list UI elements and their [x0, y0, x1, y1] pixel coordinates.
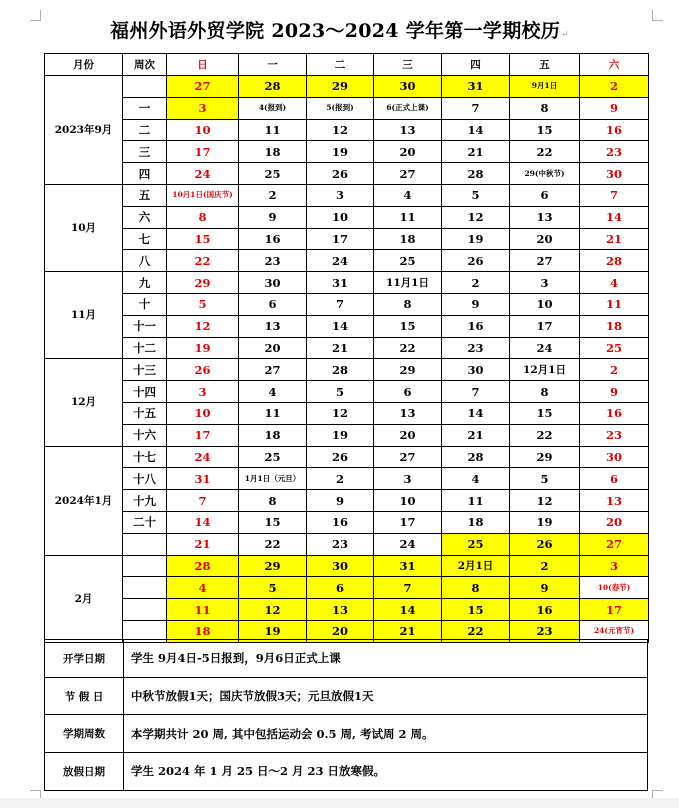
info-text: 学生 9月4日-5日报到，9月6日正式上课	[124, 640, 648, 678]
day-cell: 30	[580, 163, 649, 185]
day-cell: 12	[307, 402, 374, 424]
day-cell: 12月1日	[510, 359, 580, 381]
day-cell: 3	[167, 97, 239, 119]
day-cell: 21	[442, 424, 510, 446]
day-cell: 23	[239, 250, 307, 272]
day-cell: 2	[307, 468, 374, 490]
day-cell: 9	[580, 381, 649, 403]
day-cell: 11	[239, 402, 307, 424]
day-cell: 22	[167, 250, 239, 272]
week-number: 九	[123, 272, 167, 294]
day-cell: 26	[307, 163, 374, 185]
day-cell: 4	[374, 184, 442, 206]
day-cell: 20	[307, 620, 374, 642]
week-number: 八	[123, 250, 167, 272]
day-cell: 18	[442, 511, 510, 533]
day-cell: 25	[580, 337, 649, 359]
calendar-week-row	[45, 76, 649, 98]
calendar-week-row	[45, 184, 649, 206]
day-cell: 13	[374, 119, 442, 141]
day-cell: 22	[239, 533, 307, 555]
week-number: 七	[123, 228, 167, 250]
week-number: 十八	[123, 468, 167, 490]
week-number: 六	[123, 206, 167, 228]
day-cell: 23	[580, 141, 649, 163]
week-number	[123, 533, 167, 555]
day-cell: 24	[167, 446, 239, 468]
day-cell: 21	[307, 337, 374, 359]
day-cell: 5	[239, 577, 307, 599]
week-number: 二	[123, 119, 167, 141]
week-number: 十四	[123, 381, 167, 403]
day-cell: 28	[442, 163, 510, 185]
day-cell: 2月1日	[442, 555, 510, 577]
header-mon: 一	[239, 54, 307, 76]
info-text: 中秋节放假1天；国庆节放假3天；元旦放假1天	[124, 677, 648, 715]
day-cell: 7	[307, 293, 374, 315]
calendar-week-row	[45, 228, 649, 250]
day-cell: 15	[167, 228, 239, 250]
day-cell: 16	[442, 315, 510, 337]
day-cell: 30	[442, 359, 510, 381]
day-cell: 14	[442, 119, 510, 141]
week-number: 十二	[123, 337, 167, 359]
calendar-week-row	[45, 141, 649, 163]
calendar-week-row	[45, 315, 649, 337]
day-cell: 2	[580, 76, 649, 98]
day-cell: 31	[307, 272, 374, 294]
day-cell: 14	[374, 599, 442, 621]
day-cell: 7	[167, 490, 239, 512]
day-cell: 12	[442, 206, 510, 228]
day-cell: 16	[510, 599, 580, 621]
day-cell: 15	[239, 511, 307, 533]
day-cell: 12	[307, 119, 374, 141]
day-cell: 21	[374, 620, 442, 642]
day-cell: 4(报到)	[239, 97, 307, 119]
window-bottom-strip	[0, 798, 679, 808]
header-week: 周次	[123, 54, 167, 76]
week-number: 十六	[123, 424, 167, 446]
day-cell: 17	[167, 424, 239, 446]
week-number: 十五	[123, 402, 167, 424]
day-cell: 21	[442, 141, 510, 163]
calendar-week-row	[45, 533, 649, 555]
info-row	[45, 753, 648, 791]
day-cell: 19	[442, 228, 510, 250]
week-number: 三	[123, 141, 167, 163]
day-cell: 30	[239, 272, 307, 294]
day-cell: 8	[510, 97, 580, 119]
day-cell: 17	[374, 511, 442, 533]
day-cell: 2	[239, 184, 307, 206]
day-cell: 12	[239, 599, 307, 621]
week-number	[123, 555, 167, 577]
day-cell: 17	[307, 228, 374, 250]
info-row	[45, 677, 648, 715]
day-cell: 16	[580, 402, 649, 424]
day-cell: 9月1日	[510, 76, 580, 98]
day-cell: 15	[510, 119, 580, 141]
day-cell: 30	[374, 76, 442, 98]
day-cell: 14	[307, 315, 374, 337]
month-label: 10月	[45, 184, 123, 271]
day-cell: 7	[374, 577, 442, 599]
day-cell: 6	[239, 293, 307, 315]
info-text: 本学期共计 20 周, 其中包括运动会 0.5 周, 考试周 2 周。	[124, 715, 648, 753]
calendar-week-row	[45, 599, 649, 621]
week-number: 十九	[123, 490, 167, 512]
calendar-week-row	[45, 511, 649, 533]
day-cell: 11	[239, 119, 307, 141]
day-cell: 10	[167, 402, 239, 424]
day-cell: 31	[374, 555, 442, 577]
day-cell: 13	[374, 402, 442, 424]
day-cell: 7	[442, 97, 510, 119]
week-number: 十三	[123, 359, 167, 381]
day-cell: 9	[442, 293, 510, 315]
calendar-header-row	[45, 54, 649, 76]
month-label: 2月	[45, 555, 123, 642]
day-cell: 31	[167, 468, 239, 490]
day-cell: 3	[510, 272, 580, 294]
day-cell: 10	[374, 490, 442, 512]
day-cell: 10	[167, 119, 239, 141]
day-cell: 23	[442, 337, 510, 359]
day-cell: 30	[580, 446, 649, 468]
day-cell: 30	[307, 555, 374, 577]
info-row	[45, 640, 648, 678]
month-label: 11月	[45, 272, 123, 359]
day-cell: 18	[374, 228, 442, 250]
day-cell: 10	[510, 293, 580, 315]
day-cell: 29	[374, 359, 442, 381]
day-cell: 8	[442, 577, 510, 599]
week-number: 一	[123, 97, 167, 119]
day-cell: 18	[239, 141, 307, 163]
day-cell: 5	[510, 468, 580, 490]
calendar-title: 福州外语外贸学院 2023～2024 学年第一学期校历↵	[110, 20, 569, 42]
calendar-week-row	[45, 163, 649, 185]
day-cell: 18	[580, 315, 649, 337]
header-thu: 四	[442, 54, 510, 76]
day-cell: 4	[580, 272, 649, 294]
day-cell: 11月1日	[374, 272, 442, 294]
info-label: 放假日期	[45, 753, 124, 791]
day-cell: 22	[374, 337, 442, 359]
day-cell: 21	[580, 228, 649, 250]
week-number	[123, 599, 167, 621]
calendar-week-row	[45, 97, 649, 119]
day-cell: 13	[239, 315, 307, 337]
day-cell: 5	[307, 381, 374, 403]
day-cell: 8	[374, 293, 442, 315]
day-cell: 23	[580, 424, 649, 446]
day-cell: 27	[239, 359, 307, 381]
month-label: 2024年1月	[45, 446, 123, 555]
school-calendar-table	[44, 53, 649, 643]
day-cell: 11	[442, 490, 510, 512]
semester-info-table	[44, 639, 648, 791]
calendar-week-row	[45, 555, 649, 577]
calendar-week-row	[45, 468, 649, 490]
week-number: 十一	[123, 315, 167, 337]
header-month: 月份	[45, 54, 123, 76]
day-cell: 10月1日(国庆节)	[167, 184, 239, 206]
day-cell: 11	[374, 206, 442, 228]
day-cell: 11	[580, 293, 649, 315]
info-label: 开学日期	[45, 640, 124, 678]
day-cell: 29	[167, 272, 239, 294]
day-cell: 29	[239, 555, 307, 577]
day-cell: 28	[307, 359, 374, 381]
calendar-week-row	[45, 490, 649, 512]
week-number: 十	[123, 293, 167, 315]
day-cell: 23	[307, 533, 374, 555]
day-cell: 8	[239, 490, 307, 512]
day-cell: 2	[580, 359, 649, 381]
day-cell: 3	[307, 184, 374, 206]
calendar-week-row	[45, 250, 649, 272]
day-cell: 20	[239, 337, 307, 359]
week-number	[123, 577, 167, 599]
day-cell: 29	[510, 446, 580, 468]
day-cell: 19	[167, 337, 239, 359]
day-cell: 6	[510, 184, 580, 206]
day-cell: 17	[510, 315, 580, 337]
day-cell: 23	[510, 620, 580, 642]
day-cell: 24	[167, 163, 239, 185]
day-cell: 7	[442, 381, 510, 403]
day-cell: 7	[580, 184, 649, 206]
day-cell: 20	[580, 511, 649, 533]
day-cell: 1月1日（元旦）	[239, 468, 307, 490]
day-cell: 8	[510, 381, 580, 403]
day-cell: 26	[167, 359, 239, 381]
day-cell: 5	[442, 184, 510, 206]
day-cell: 9	[510, 577, 580, 599]
calendar-week-row	[45, 424, 649, 446]
calendar-week-row	[45, 359, 649, 381]
info-label: 节 假 日	[45, 677, 124, 715]
day-cell: 12	[167, 315, 239, 337]
day-cell: 4	[167, 577, 239, 599]
day-cell: 20	[374, 141, 442, 163]
calendar-week-row	[45, 446, 649, 468]
info-row	[45, 715, 648, 753]
calendar-week-row	[45, 402, 649, 424]
day-cell: 12	[510, 490, 580, 512]
day-cell: 13	[580, 490, 649, 512]
day-cell: 27	[580, 533, 649, 555]
day-cell: 27	[167, 76, 239, 98]
day-cell: 17	[580, 599, 649, 621]
day-cell: 19	[307, 424, 374, 446]
day-cell: 24	[510, 337, 580, 359]
day-cell: 27	[510, 250, 580, 272]
day-cell: 26	[307, 446, 374, 468]
day-cell: 22	[510, 141, 580, 163]
day-cell: 10	[307, 206, 374, 228]
calendar-week-row	[45, 206, 649, 228]
day-cell: 3	[374, 468, 442, 490]
day-cell: 28	[239, 76, 307, 98]
day-cell: 21	[167, 533, 239, 555]
header-fri: 五	[510, 54, 580, 76]
day-cell: 26	[510, 533, 580, 555]
day-cell: 4	[239, 381, 307, 403]
week-number	[123, 76, 167, 98]
month-label: 12月	[45, 359, 123, 446]
day-cell: 15	[442, 599, 510, 621]
day-cell: 24	[307, 250, 374, 272]
day-cell: 16	[580, 119, 649, 141]
info-text: 学生 2024 年 1 月 25 日～2 月 23 日放寒假。	[124, 753, 648, 791]
day-cell: 25	[239, 446, 307, 468]
week-number: 四	[123, 163, 167, 185]
calendar-week-row	[45, 293, 649, 315]
day-cell: 2	[510, 555, 580, 577]
day-cell: 16	[307, 511, 374, 533]
day-cell: 18	[239, 424, 307, 446]
month-label: 2023年9月	[45, 76, 123, 185]
day-cell: 6	[580, 468, 649, 490]
day-cell: 5	[167, 293, 239, 315]
day-cell: 28	[442, 446, 510, 468]
day-cell: 31	[442, 76, 510, 98]
day-cell: 5(报到)	[307, 97, 374, 119]
calendar-week-row	[45, 272, 649, 294]
day-cell: 3	[167, 381, 239, 403]
calendar-week-row	[45, 577, 649, 599]
day-cell: 9	[580, 97, 649, 119]
day-cell: 2	[442, 272, 510, 294]
day-cell: 25	[374, 250, 442, 272]
day-cell: 28	[167, 555, 239, 577]
calendar-week-row	[45, 119, 649, 141]
day-cell: 10(春节)	[580, 577, 649, 599]
day-cell: 9	[307, 490, 374, 512]
day-cell: 28	[580, 250, 649, 272]
day-cell: 16	[239, 228, 307, 250]
day-cell: 15	[374, 315, 442, 337]
day-cell: 6	[307, 577, 374, 599]
day-cell: 25	[442, 533, 510, 555]
day-cell: 27	[374, 446, 442, 468]
day-cell: 19	[239, 620, 307, 642]
header-sun: 日	[167, 54, 239, 76]
day-cell: 29	[307, 76, 374, 98]
header-tue: 二	[307, 54, 374, 76]
day-cell: 25	[239, 163, 307, 185]
day-cell: 11	[167, 599, 239, 621]
day-cell: 20	[510, 228, 580, 250]
day-cell: 20	[374, 424, 442, 446]
day-cell: 19	[307, 141, 374, 163]
day-cell: 18	[167, 620, 239, 642]
day-cell: 4	[442, 468, 510, 490]
header-sat: 六	[580, 54, 649, 76]
day-cell: 27	[374, 163, 442, 185]
day-cell: 6	[374, 381, 442, 403]
day-cell: 19	[510, 511, 580, 533]
info-label: 学期周数	[45, 715, 124, 753]
day-cell: 17	[167, 141, 239, 163]
day-cell: 22	[442, 620, 510, 642]
day-cell: 3	[580, 555, 649, 577]
day-cell: 13	[510, 206, 580, 228]
day-cell: 9	[239, 206, 307, 228]
day-cell: 24(元宵节)	[580, 620, 649, 642]
day-cell: 29(中秋节)	[510, 163, 580, 185]
week-number: 十七	[123, 446, 167, 468]
day-cell: 24	[374, 533, 442, 555]
day-cell: 6(正式上课)	[374, 97, 442, 119]
calendar-week-row	[45, 337, 649, 359]
header-wed: 三	[374, 54, 442, 76]
week-number: 五	[123, 184, 167, 206]
day-cell: 26	[442, 250, 510, 272]
day-cell: 13	[307, 599, 374, 621]
day-cell: 15	[510, 402, 580, 424]
week-number: 二十	[123, 511, 167, 533]
day-cell: 22	[510, 424, 580, 446]
day-cell: 14	[167, 511, 239, 533]
calendar-week-row	[45, 381, 649, 403]
day-cell: 8	[167, 206, 239, 228]
day-cell: 14	[580, 206, 649, 228]
day-cell: 14	[442, 402, 510, 424]
